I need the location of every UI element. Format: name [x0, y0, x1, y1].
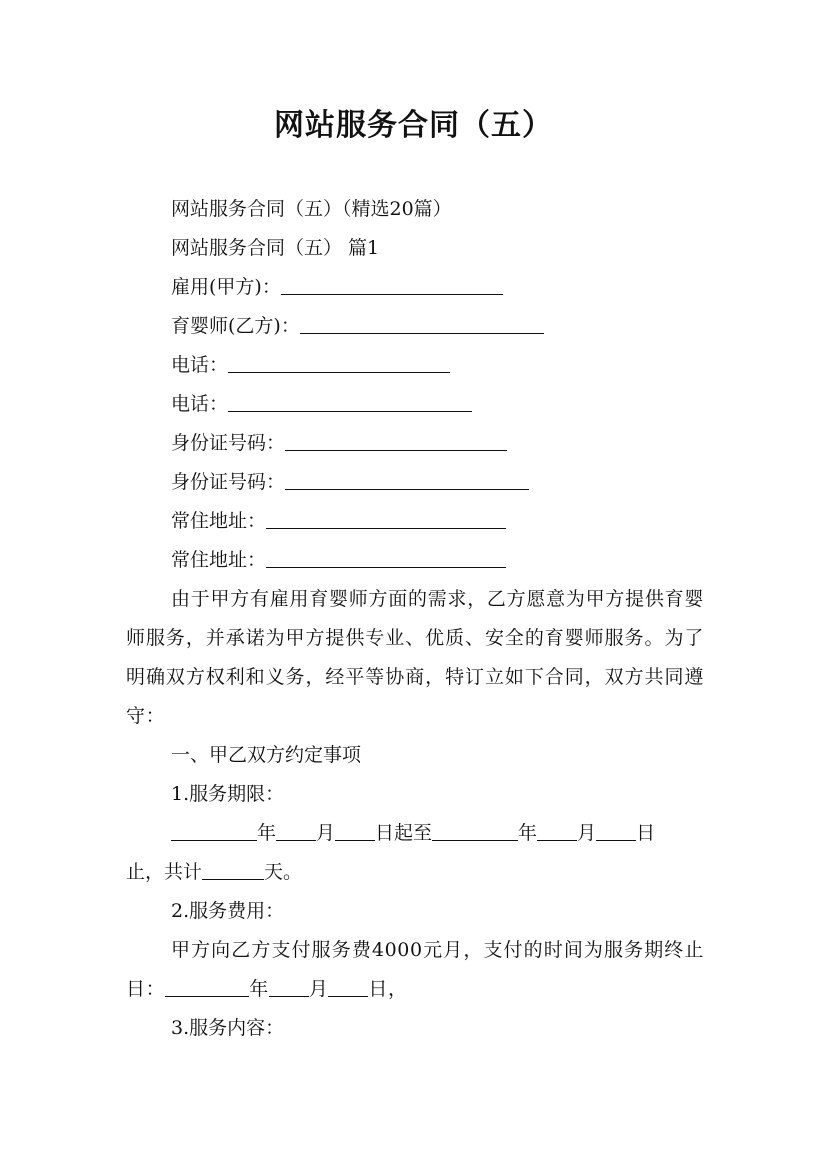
term-dates-line: [126, 814, 704, 853]
end-month-blank[interactable]: [537, 820, 577, 841]
id1-line: [126, 424, 704, 463]
part-line: 网站服务合同（五） 篇1: [171, 237, 380, 259]
fee-day-blank[interactable]: [328, 976, 368, 997]
fee-year-blank[interactable]: [165, 976, 249, 997]
section1-heading: 一、甲乙双方约定事项: [171, 744, 362, 766]
document-title: 网站服务合同（五）: [274, 108, 553, 143]
phone1-label: 电话：: [171, 354, 229, 376]
addr1-label: 常住地址：: [171, 510, 267, 532]
phone1-blank[interactable]: [228, 352, 450, 373]
until-label: 止，共计: [126, 861, 203, 883]
addr2-line: [126, 541, 704, 580]
fee-paragraph: [126, 931, 704, 1009]
end-day-blank[interactable]: [596, 820, 636, 841]
days-label: 天。: [264, 861, 303, 883]
term-heading: 1.服务期限：: [171, 783, 285, 805]
nanny-label: 育婴师(乙方)：: [171, 315, 300, 337]
year-label-2: 年: [518, 822, 538, 844]
addr1-blank[interactable]: [266, 508, 506, 529]
id2-blank[interactable]: [285, 469, 529, 490]
fee-day-label: 日，: [368, 978, 408, 1000]
fee-heading: 2.服务费用：: [171, 900, 285, 922]
addr2-label: 常住地址：: [171, 549, 267, 571]
nanny-blank[interactable]: [300, 313, 544, 334]
phone2-blank[interactable]: [228, 391, 472, 412]
addr1-line: [126, 502, 704, 541]
employer-line: [126, 268, 704, 307]
id1-blank[interactable]: [285, 430, 507, 451]
day-end-label: 日: [636, 822, 656, 844]
start-day-blank[interactable]: [335, 820, 375, 841]
year-label: 年: [257, 822, 277, 844]
phone2-line: [126, 385, 704, 424]
employer-blank[interactable]: [281, 274, 503, 295]
month-label: 月: [316, 822, 336, 844]
month-label-2: 月: [577, 822, 597, 844]
employer-label: 雇用(甲方)：: [171, 276, 281, 298]
total-days-blank[interactable]: [202, 859, 264, 880]
fee-year-label: 年: [249, 978, 269, 1000]
end-year-blank[interactable]: [432, 820, 518, 841]
nanny-line: [126, 307, 704, 346]
start-year-blank[interactable]: [171, 820, 257, 841]
subtitle-line: 网站服务合同（五）（精选20篇）: [171, 198, 452, 220]
fee-text: 甲方向乙方支付服务费4000元月，支付的时间为服务期终止日：: [126, 939, 704, 1000]
id2-line: [126, 463, 704, 502]
fee-month-label: 月: [308, 978, 329, 1000]
phone1-line: [126, 346, 704, 385]
id2-label: 身份证号码：: [171, 471, 286, 493]
intro-paragraph: 由于甲方有雇用育婴师方面的需求，乙方愿意为甲方提供育婴师服务，并承诺为甲方提供专业、优质、安全的育婴师服务。为了明确双方权利和义务，经平等协商，特订立如下合同，双方共同遵守：: [126, 588, 704, 727]
addr2-blank[interactable]: [266, 547, 506, 568]
phone2-label: 电话：: [171, 393, 229, 415]
term-total-line: [126, 853, 704, 892]
fee-month-blank[interactable]: [269, 976, 309, 997]
start-month-blank[interactable]: [276, 820, 316, 841]
content-heading: 3.服务内容：: [171, 1017, 285, 1039]
id1-label: 身份证号码：: [171, 432, 286, 454]
day-from-label: 日起至: [375, 822, 433, 844]
document-body: [126, 190, 704, 1048]
